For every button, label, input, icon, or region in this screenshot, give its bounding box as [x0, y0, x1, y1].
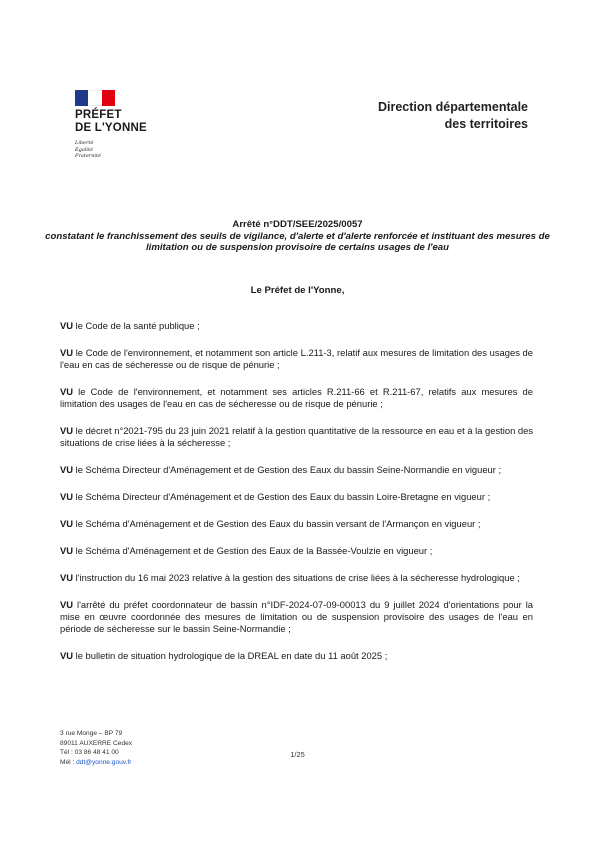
vu-prefix: VU: [60, 491, 74, 502]
direction-line2: des territoires: [444, 117, 528, 131]
consideration-item: [60, 491, 533, 503]
direction-line1: Direction départementale: [377, 100, 528, 114]
direction-header: [378, 99, 528, 133]
prefecture-logo: [75, 90, 195, 160]
consideration-item: [60, 464, 533, 476]
address-line1: 3 rue Monge – BP 79: [60, 730, 123, 737]
consideration-text: l'instruction du 16 mai 2023 relative à la gestion des situations de crise liées à la sécheresse hydrologique ;: [75, 572, 520, 583]
phone-number: Tél : 03 86 48 41 00: [60, 749, 119, 756]
republic-motto: [75, 140, 195, 160]
consideration-item: [60, 425, 533, 449]
vu-prefix: VU: [60, 545, 74, 556]
consideration-item: [60, 518, 533, 530]
motto-egalite: Égalité: [75, 146, 93, 153]
vu-prefix: VU: [60, 599, 74, 610]
consideration-text: le Schéma d'Aménagement et de Gestion des Eaux du bassin versant de l'Armançon en vigueur ;: [75, 518, 481, 529]
vu-prefix: VU: [60, 650, 74, 661]
vu-prefix: VU: [60, 518, 74, 529]
marianne-flag-icon: [75, 90, 115, 106]
consideration-item: [60, 386, 533, 410]
consideration-text: le Schéma Directeur d'Aménagement et de Gestion des Eaux du bassin Seine-Normandie en vigueur ;: [75, 464, 502, 475]
vu-prefix: VU: [60, 386, 74, 397]
consideration-text: le Code de l'environnement, et notamment son article L.211-3, relatif aux mesures de limitation des usages de l'eau en cas de sécheresse ou de risque de pénurie ;: [60, 347, 533, 370]
prefecture-name: [75, 109, 195, 135]
consideration-text: le décret n°2021-795 du 23 juin 2021 relatif à la gestion quantitative de la ressource en eau et à la gestion des situations de crise liées à la sécheresse ;: [60, 425, 534, 448]
consideration-item: [60, 572, 533, 584]
vu-prefix: VU: [60, 572, 74, 583]
arrete-heading: [40, 219, 555, 254]
email-label: Mél :: [60, 758, 77, 766]
considerations-list: [60, 320, 533, 677]
arrete-number: Arrêté n°DDT/SEE/2025/0057: [232, 219, 363, 230]
consideration-text: le Schéma Directeur d'Aménagement et de Gestion des Eaux du bassin Loire-Bretagne en vigueur ;: [75, 491, 491, 502]
consideration-item: [60, 347, 533, 371]
consideration-item: [60, 650, 533, 662]
consideration-item: [60, 320, 533, 332]
address-line2: 89011 AUXERRE Cedex: [60, 739, 133, 747]
email-link[interactable]: ddt@yonne.gouv.fr: [76, 758, 132, 766]
consideration-text: l'arrêté du préfet coordonnateur de bassin n°IDF-2024-07-09-00013 du 9 juillet 2024 d'orientations pour la mise en œuvre coordonnée des mesures de limitation ou de suspension provisoire des usages de l'eau en période de sécheresse sur le bassin Seine-Normandie ;: [60, 599, 533, 634]
consideration-text: le bulletin de situation hydrologique de la DREAL en date du 11 août 2025 ;: [75, 650, 388, 661]
footer-address: [60, 729, 132, 767]
consideration-item: [60, 599, 533, 635]
consideration-text: le Code de la santé publique ;: [75, 320, 200, 331]
vu-prefix: VU: [60, 464, 74, 475]
authority-title: Le Préfet de l'Yonne,: [250, 285, 345, 296]
motto-fraternite: Fraternité: [75, 153, 101, 159]
prefecture-name-line1: PRÉFET: [75, 109, 122, 121]
vu-prefix: VU: [60, 347, 74, 358]
prefecture-name-line2: DE L'YONNE: [75, 122, 147, 134]
arrete-subtitle: constatant le franchissement des seuils de vigilance, d'alerte et d'alerte renforcée et instituant des mesures de limitation ou de suspension provisoire de certains usages de l'eau: [45, 230, 550, 253]
consideration-text: le Code de l'environnement, et notamment ses articles R.211-66 et R.211-67, relatifs aux mesures de limitation des usages de l'eau en cas de sécheresse ou de risque de pénurie ;: [60, 386, 533, 409]
page-number: 1/25: [290, 750, 305, 759]
motto-liberte: Liberté: [75, 140, 94, 146]
consideration-item: [60, 545, 533, 557]
vu-prefix: VU: [60, 320, 74, 331]
consideration-text: le Schéma d'Aménagement et de Gestion des Eaux de la Bassée-Voulzie en vigueur ;: [75, 545, 433, 556]
vu-prefix: VU: [60, 425, 74, 436]
